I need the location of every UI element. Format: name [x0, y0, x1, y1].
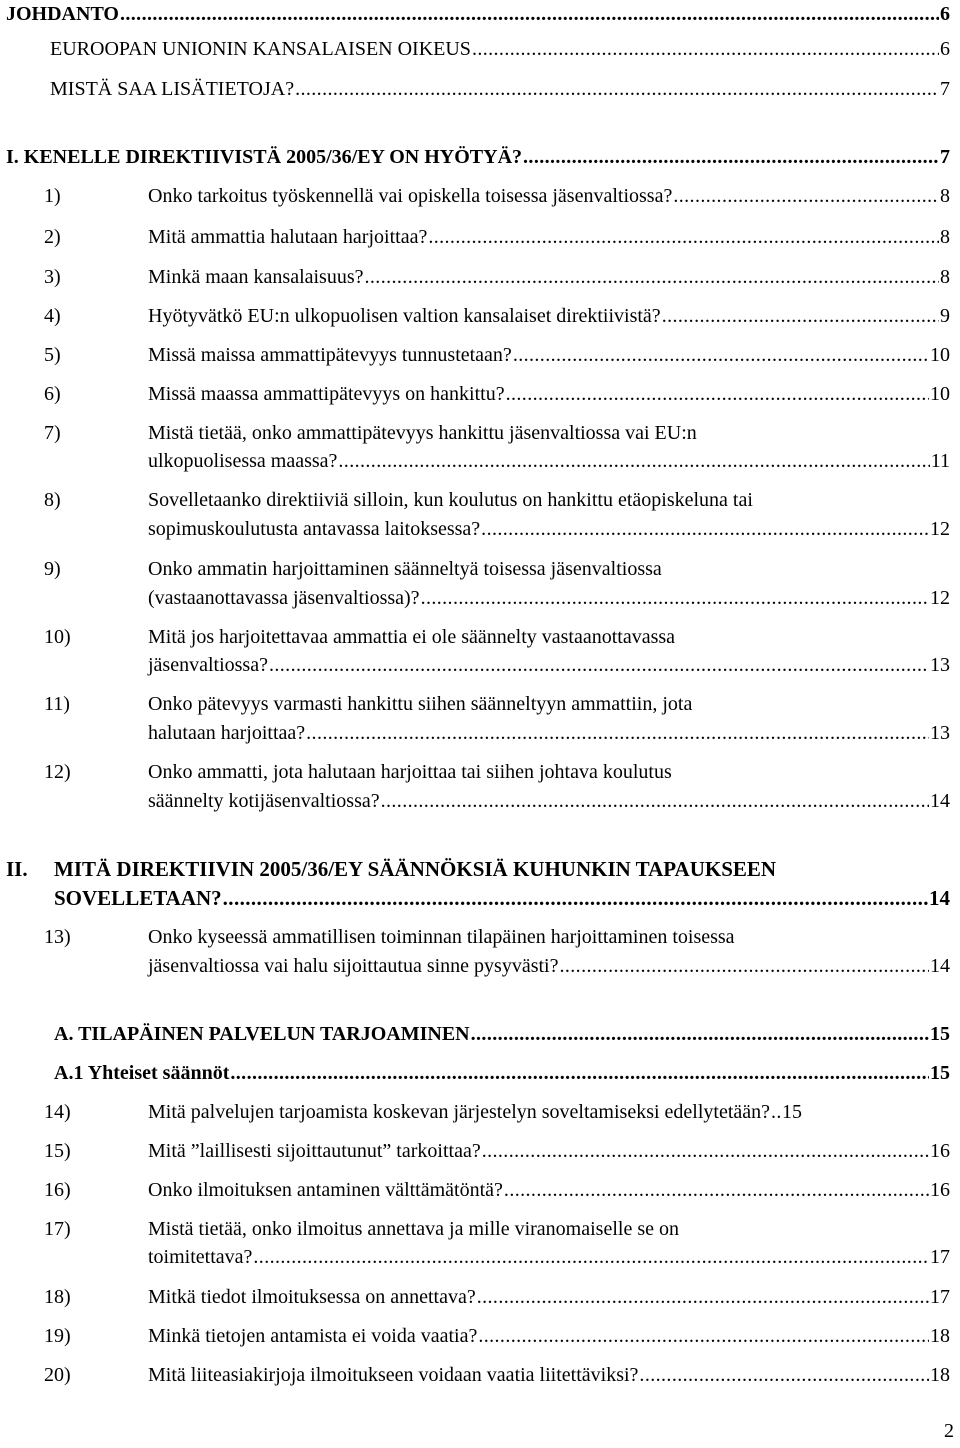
toc-entry-section-a[interactable]: [0, 1021, 960, 1047]
toc-item-title-line2: (vastaanottavassa jäsenvaltiossa)?: [148, 587, 420, 609]
toc-item-title: Mitä palvelujen tarjoamista koskevan järjestelyn soveltamiseksi edellytetään?: [148, 1101, 771, 1123]
toc-item-page: 17: [930, 1246, 950, 1268]
toc-entry-title-line1: MITÄ DIREKTIIVIN 2005/36/EY SÄÄNNÖKSIÄ KUHUNKIN TAPAUKSEEN: [54, 857, 777, 881]
toc-entry-page: 7: [940, 146, 950, 168]
leader-dots: [559, 953, 929, 979]
leader-dots: [230, 1060, 929, 1086]
toc-item-number: 12): [44, 761, 71, 783]
toc-item-12-cont[interactable]: [0, 788, 960, 814]
leader-dots: [381, 788, 929, 814]
leader-dots: [295, 76, 939, 102]
toc-item-page: 13: [930, 722, 950, 744]
toc-item-number: 17): [44, 1218, 71, 1240]
toc-entry-part-2-cont[interactable]: [0, 885, 960, 911]
toc-item-10-cont[interactable]: [0, 652, 960, 678]
toc-entry-eu-oikeus[interactable]: [0, 36, 960, 62]
toc-item-title: Missä maassa ammattipätevyys on hankittu?: [148, 383, 505, 405]
toc-item-number: 16): [44, 1179, 71, 1201]
toc-item-title-line2: jäsenvaltiossa?: [148, 654, 268, 676]
leader-dots: [478, 1323, 929, 1349]
toc-entry-title: A. TILAPÄINEN PALVELUN TARJOAMINEN: [54, 1023, 470, 1045]
toc-item-7-cont[interactable]: [0, 448, 960, 474]
toc-item-number: 13): [44, 926, 71, 948]
toc-item-number: 18): [44, 1286, 71, 1308]
toc-item-page: 10: [930, 383, 950, 405]
toc-item-number: 11): [44, 693, 70, 715]
leader-dots: [771, 1099, 781, 1125]
leader-dots: [421, 585, 929, 611]
leader-dots: [365, 264, 940, 290]
toc-item-title: Minkä maan kansalaisuus?: [148, 266, 364, 288]
toc-item-13[interactable]: [0, 924, 960, 950]
toc-item-8[interactable]: [0, 487, 960, 513]
leader-dots: [269, 652, 929, 678]
toc-item-title-line1: Onko kyseessä ammatillisen toiminnan tilapäinen harjoittaminen toisessa: [148, 926, 735, 948]
toc-item-title-line1: Onko ammatti, jota halutaan harjoittaa tai siihen johtava koulutus: [148, 761, 672, 783]
leader-dots: [662, 303, 939, 329]
toc-item-page: 14: [930, 790, 950, 812]
toc-item-title: Mitä ammattia halutaan harjoittaa?: [148, 226, 428, 248]
leader-dots: [639, 1362, 929, 1388]
toc-entry-title-line2: SOVELLETAAN?: [54, 886, 222, 910]
toc-entry-title: MISTÄ SAA LISÄTIETOJA?: [50, 78, 295, 100]
toc-item-title-line1: Sovelletaanko direktiiviä silloin, kun koulutus on hankittu etäopiskeluna tai: [148, 489, 753, 511]
toc-item-number: 4): [44, 305, 61, 327]
toc-item-page: 18: [930, 1325, 950, 1347]
toc-item-17[interactable]: [0, 1216, 960, 1242]
toc-item-title-line2: säännelty kotijäsenvaltiossa?: [148, 790, 380, 812]
leader-dots: [481, 516, 929, 542]
toc-item-17-cont[interactable]: [0, 1244, 960, 1270]
toc-item-number: 1): [44, 185, 61, 207]
toc-item-number: 19): [44, 1325, 71, 1347]
toc-item-title-line1: Mistä tietää, onko ammattipätevyys hankittu jäsenvaltiossa vai EU:n: [148, 422, 697, 444]
toc-item-3[interactable]: [0, 264, 960, 290]
toc-item-page: 11: [930, 450, 950, 472]
leader-dots: [472, 36, 939, 62]
toc-entry-title: JOHDANTO: [6, 3, 119, 25]
leader-dots: [523, 144, 939, 170]
toc-item-12[interactable]: [0, 759, 960, 785]
toc-part-number: II.: [6, 857, 28, 881]
toc-item-19[interactable]: [0, 1323, 960, 1349]
toc-item-title-line1: Onko ammatin harjoittaminen säänneltyä toisessa jäsenvaltiossa: [148, 558, 662, 580]
toc-item-page: 8: [940, 185, 950, 207]
toc-item-page: 8: [940, 266, 950, 288]
leader-dots: [306, 720, 929, 746]
toc-item-9-cont[interactable]: [0, 585, 960, 611]
toc-entry-page: 14: [929, 886, 950, 910]
toc-item-number: 7): [44, 422, 61, 444]
toc-item-title: Minkä tietojen antamista ei voida vaatia?: [148, 1325, 478, 1347]
toc-entry-page: 7: [940, 78, 950, 100]
page-number: 2: [944, 1420, 954, 1442]
leader-dots: [513, 342, 929, 368]
toc-entry-page: 6: [940, 3, 950, 25]
toc-entry-page: 15: [930, 1023, 950, 1045]
leader-dots: [338, 448, 929, 474]
leader-dots: [477, 1284, 929, 1310]
toc-entry-title: EUROOPAN UNIONIN KANSALAISEN OIKEUS: [50, 38, 471, 60]
toc-item-number: 10): [44, 626, 71, 648]
leader-dots: [673, 183, 939, 209]
toc-item-title-line2: sopimuskoulutusta antavassa laitoksessa?: [148, 518, 481, 540]
toc-entry-page: 15: [930, 1062, 950, 1084]
toc-item-6[interactable]: [0, 381, 960, 407]
toc-item-page: 16: [930, 1179, 950, 1201]
toc-item-title: Mitä liiteasiakirjoja ilmoitukseen voidaan vaatia liitettäviksi?: [148, 1364, 639, 1386]
toc-item-title: Onko ilmoituksen antaminen välttämätöntä?: [148, 1179, 503, 1201]
toc-item-number: 5): [44, 344, 61, 366]
leader-dots: [428, 224, 939, 250]
toc-item-page: 10: [930, 344, 950, 366]
toc-item-page: 12: [930, 587, 950, 609]
toc-item-title: Mitkä tiedot ilmoituksessa on annettava?: [148, 1286, 476, 1308]
toc-item-1[interactable]: [0, 183, 960, 209]
toc-item-page: 17: [930, 1286, 950, 1308]
toc-item-11[interactable]: [0, 691, 960, 717]
toc-item-page: 8: [940, 226, 950, 248]
toc-item-number: 14): [44, 1101, 71, 1123]
toc-item-7[interactable]: [0, 420, 960, 446]
toc-item-number: 3): [44, 266, 61, 288]
toc-entry-title: I. KENELLE DIREKTIIVISTÄ 2005/36/EY ON HYÖTYÄ?: [6, 146, 523, 168]
toc-item-8-cont[interactable]: [0, 516, 960, 542]
toc-entry-page: 6: [940, 38, 950, 60]
leader-dots: [120, 1, 939, 27]
leader-dots: [504, 1177, 929, 1203]
leader-dots: [253, 1244, 929, 1270]
toc-item-16[interactable]: [0, 1177, 960, 1203]
toc-item-page: 18: [930, 1364, 950, 1386]
toc-entry-part-2[interactable]: [0, 856, 960, 882]
toc-item-title: Hyötyvätkö EU:n ulkopuolisen valtion kansalaiset direktiivistä?: [148, 305, 661, 327]
toc-item-title-line1: Mitä jos harjoitettavaa ammattia ei ole säännelty vastaanottavassa: [148, 626, 676, 648]
toc-item-number: 2): [44, 226, 61, 248]
toc-entry-lisatietoja[interactable]: [0, 76, 960, 102]
toc-item-15[interactable]: [0, 1138, 960, 1164]
toc-item-page: 9: [940, 305, 950, 327]
leader-dots: [223, 885, 928, 911]
leader-dots: [471, 1021, 929, 1047]
toc-item-number: 8): [44, 489, 61, 511]
toc-item-20[interactable]: [0, 1362, 960, 1388]
toc-item-title: Mitä ”laillisesti sijoittautunut” tarkoittaa?: [148, 1140, 481, 1162]
toc-item-10[interactable]: [0, 624, 960, 650]
toc-item-13-cont[interactable]: [0, 953, 960, 979]
toc-item-title: Onko tarkoitus työskennellä vai opiskella toisessa jäsenvaltiossa?: [148, 185, 673, 207]
toc-item-page: 14: [930, 955, 950, 977]
toc-item-5[interactable]: [0, 342, 960, 368]
toc-item-number: 6): [44, 383, 61, 405]
toc-item-page: 15: [782, 1101, 803, 1123]
toc-item-page: 16: [930, 1140, 950, 1162]
toc-item-page: 13: [930, 654, 950, 676]
toc-item-page: 12: [930, 518, 950, 540]
toc-item-title-line1: Mistä tietää, onko ilmoitus annettava ja mille viranomaiselle se on: [148, 1218, 679, 1240]
toc-item-11-cont[interactable]: [0, 720, 960, 746]
toc-item-number: 9): [44, 558, 61, 580]
toc-item-9[interactable]: [0, 556, 960, 582]
toc-item-number: 15): [44, 1140, 71, 1162]
toc-item-title-line2: halutaan harjoittaa?: [148, 722, 306, 744]
toc-item-14[interactable]: [0, 1099, 960, 1125]
toc-item-number: 20): [44, 1364, 71, 1386]
leader-dots: [506, 381, 929, 407]
leader-dots: [482, 1138, 929, 1164]
toc-item-title-line2: toimitettava?: [148, 1246, 253, 1268]
toc-item-4[interactable]: [0, 303, 960, 329]
toc-entry-title: A.1 Yhteiset säännöt: [54, 1062, 230, 1084]
toc-item-2[interactable]: [0, 224, 960, 250]
toc-entry-part-1[interactable]: [0, 144, 960, 170]
toc-item-title-line1: Onko pätevyys varmasti hankittu siihen säänneltyyn ammattiin, jota: [148, 693, 693, 715]
toc-item-18[interactable]: [0, 1284, 960, 1310]
toc-entry-johdanto[interactable]: [0, 1, 960, 27]
toc-entry-section-a1[interactable]: [0, 1060, 960, 1086]
toc-item-title-line2: ulkopuolisessa maassa?: [148, 450, 338, 472]
toc-item-title-line2: jäsenvaltiossa vai halu sijoittautua sinne pysyvästi?: [148, 955, 559, 977]
toc-item-title: Missä maissa ammattipätevyys tunnustetaan?: [148, 344, 512, 366]
